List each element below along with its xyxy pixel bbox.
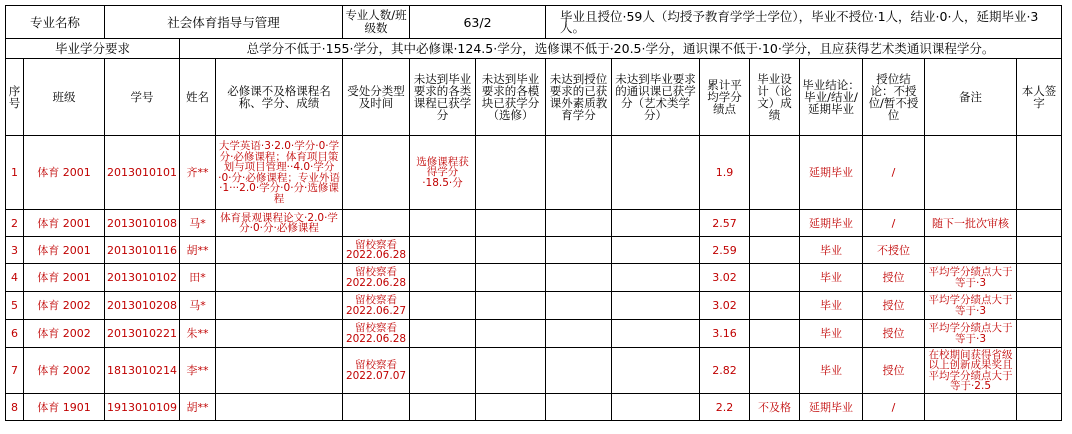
table-row (6, 394, 1062, 421)
cell-signature (1017, 348, 1062, 394)
cell-graduation-conclusion: 延期毕业 (800, 210, 863, 237)
cell-no: 6 (6, 320, 24, 348)
cell-punishment (343, 394, 410, 421)
cell-module-credits (476, 320, 546, 348)
header-class: 班级 (24, 59, 105, 136)
cell-thesis: 不及格 (750, 394, 800, 421)
cell-quality-credits (546, 210, 612, 237)
cell-thesis (750, 237, 800, 264)
cell-note: 平均学分绩点大于等于·3 (925, 264, 1017, 292)
table-row (6, 348, 1062, 394)
cell-course-credits (410, 237, 476, 264)
cell-student-id: 1913010109 (105, 394, 180, 421)
cell-graduation-conclusion: 毕业 (800, 320, 863, 348)
cell-general-credits (612, 237, 700, 264)
cell-student-id: 2013010108 (105, 210, 180, 237)
requirement-row (6, 39, 1062, 59)
cell-note: 随下一批次审核 (925, 210, 1017, 237)
cell-failed-courses (216, 320, 343, 348)
cell-signature (1017, 264, 1062, 292)
cell-module-credits (476, 292, 546, 320)
cell-note (925, 136, 1017, 210)
cell-course-credits (410, 210, 476, 237)
cell-name: 马* (180, 210, 216, 237)
cell-no: 2 (6, 210, 24, 237)
cell-thesis (750, 292, 800, 320)
cell-graduation-conclusion: 毕业 (800, 292, 863, 320)
cell-general-credits (612, 348, 700, 394)
count-label: 专业人数/班级数 (343, 6, 410, 39)
cell-student-id: 2013010101 (105, 136, 180, 210)
cell-class: 体育 2002 (24, 292, 105, 320)
cell-graduation-conclusion: 毕业 (800, 264, 863, 292)
count-value: 63/2 (410, 6, 546, 39)
table-row (6, 264, 1062, 292)
cell-student-id: 2013010102 (105, 264, 180, 292)
cell-module-credits (476, 210, 546, 237)
cell-degree-conclusion: / (863, 210, 925, 237)
table-row (6, 210, 1062, 237)
cell-failed-courses (216, 264, 343, 292)
cell-no: 1 (6, 136, 24, 210)
cell-degree-conclusion: 授位 (863, 292, 925, 320)
cell-thesis (750, 320, 800, 348)
cell-failed-courses (216, 237, 343, 264)
cell-course-credits (410, 292, 476, 320)
cell-no: 8 (6, 394, 24, 421)
cell-graduation-conclusion: 延期毕业 (800, 394, 863, 421)
cell-gpa: 3.02 (700, 292, 750, 320)
cell-degree-conclusion: 授位 (863, 264, 925, 292)
header-gpa: 累计平均学分绩点 (700, 59, 750, 136)
header-signature: 本人签字 (1017, 59, 1062, 136)
cell-signature (1017, 320, 1062, 348)
cell-quality-credits (546, 348, 612, 394)
cell-thesis (750, 210, 800, 237)
header-course-credits: 未达到毕业要求的各类课程已获学分 (410, 59, 476, 136)
cell-note (925, 237, 1017, 264)
cell-quality-credits (546, 320, 612, 348)
header-graduation-conclusion: 毕业结论：毕业/结业/延期毕业 (800, 59, 863, 136)
cell-gpa: 2.82 (700, 348, 750, 394)
cell-class: 体育 2002 (24, 348, 105, 394)
cell-quality-credits (546, 264, 612, 292)
cell-signature (1017, 210, 1062, 237)
cell-degree-conclusion: 授位 (863, 348, 925, 394)
table-row (6, 237, 1062, 264)
major-label: 专业名称 (6, 6, 105, 39)
cell-course-credits (410, 394, 476, 421)
cell-student-id: 2013010116 (105, 237, 180, 264)
graduation-review-table (5, 5, 1062, 421)
cell-signature (1017, 237, 1062, 264)
cell-note (925, 394, 1017, 421)
cell-punishment: 留校察看 2022.06.27 (343, 292, 410, 320)
cell-quality-credits (546, 394, 612, 421)
cell-class: 体育 2001 (24, 210, 105, 237)
cell-name: 朱** (180, 320, 216, 348)
cell-module-credits (476, 348, 546, 394)
header-name: 姓名 (180, 59, 216, 136)
cell-degree-conclusion: 不授位 (863, 237, 925, 264)
cell-name: 胡** (180, 394, 216, 421)
cell-general-credits (612, 292, 700, 320)
header-failed-courses: 必修课不及格课程名称、学分、成绩 (216, 59, 343, 136)
cell-failed-courses (216, 292, 343, 320)
cell-punishment: 留校察看 2022.06.28 (343, 237, 410, 264)
cell-general-credits (612, 394, 700, 421)
cell-class: 体育 2001 (24, 237, 105, 264)
cell-degree-conclusion: / (863, 136, 925, 210)
cell-note: 平均学分绩点大于等于·3 (925, 320, 1017, 348)
header-module-credits: 未达到毕业要求的各模块已获学分（选修） (476, 59, 546, 136)
header-general-credits: 未达到毕业要求的通识课已获学分（艺术类学分） (612, 59, 700, 136)
cell-punishment (343, 210, 410, 237)
cell-class: 体育 2002 (24, 320, 105, 348)
cell-failed-courses (216, 348, 343, 394)
cell-student-id: 2013010208 (105, 292, 180, 320)
cell-general-credits (612, 320, 700, 348)
cell-course-credits (410, 264, 476, 292)
cell-punishment: 留校察看 2022.06.28 (343, 264, 410, 292)
cell-gpa: 3.02 (700, 264, 750, 292)
header-note: 备注 (925, 59, 1017, 136)
info-row (6, 6, 1062, 39)
cell-module-credits (476, 394, 546, 421)
cell-failed-courses (216, 394, 343, 421)
table-row (6, 292, 1062, 320)
cell-name: 李** (180, 348, 216, 394)
header-no: 序号 (6, 59, 24, 136)
cell-failed-courses: 体育景观课程论文·2.0·学分·0·分·必修课程 (216, 210, 343, 237)
cell-module-credits (476, 136, 546, 210)
cell-thesis (750, 264, 800, 292)
cell-gpa: 3.16 (700, 320, 750, 348)
cell-graduation-conclusion: 延期毕业 (800, 136, 863, 210)
cell-graduation-conclusion: 毕业 (800, 237, 863, 264)
table-row (6, 320, 1062, 348)
cell-no: 3 (6, 237, 24, 264)
cell-gpa: 1.9 (700, 136, 750, 210)
cell-quality-credits (546, 136, 612, 210)
cell-class: 体育 2001 (24, 136, 105, 210)
cell-punishment: 留校察看 2022.07.07 (343, 348, 410, 394)
cell-no: 7 (6, 348, 24, 394)
cell-no: 4 (6, 264, 24, 292)
cell-note: 在校期间获得省级以上创新成果奖且平均学分绩点大于等于·2.5 (925, 348, 1017, 394)
header-row (6, 59, 1062, 136)
cell-course-credits (410, 320, 476, 348)
cell-student-id: 1813010214 (105, 348, 180, 394)
cell-signature (1017, 394, 1062, 421)
cell-degree-conclusion: 授位 (863, 320, 925, 348)
major-value: 社会体育指导与管理 (105, 6, 343, 39)
cell-name: 胡** (180, 237, 216, 264)
summary-text: 毕业且授位·59人（均授予教育学学士学位），毕业不授位·1人，结业·0·人，延期毕业·3人。 (546, 6, 1062, 39)
cell-course-credits (410, 348, 476, 394)
requirement-label: 毕业学分要求 (6, 39, 180, 59)
cell-failed-courses: 大学英语·3·2.0·学分·0·学分·必修课程；体育项目策划与项目管理··4.0·学分·0·分·必修课程；专业外语·1···2.0·学分·0·分·选修课程 (216, 136, 343, 210)
cell-punishment (343, 136, 410, 210)
cell-signature (1017, 136, 1062, 210)
cell-module-credits (476, 264, 546, 292)
cell-quality-credits (546, 237, 612, 264)
header-student-id: 学号 (105, 59, 180, 136)
cell-quality-credits (546, 292, 612, 320)
cell-student-id: 2013010221 (105, 320, 180, 348)
table-row (6, 136, 1062, 210)
cell-note: 平均学分绩点大于等于·3 (925, 292, 1017, 320)
cell-name: 马* (180, 292, 216, 320)
requirement-value: 总学分不低于·155·学分，其中必修课·124.5·学分，选修课不低于·20.5·学分，通识课不低于·10·学分，且应获得艺术类通识课程学分。 (180, 39, 1062, 59)
cell-signature (1017, 292, 1062, 320)
header-quality-credits: 未达到授位要求的已获课外素质教育学分 (546, 59, 612, 136)
cell-no: 5 (6, 292, 24, 320)
header-punishment: 受处分类型及时间 (343, 59, 410, 136)
cell-course-credits: 选修课程获得学分·18.5·分 (410, 136, 476, 210)
cell-thesis (750, 136, 800, 210)
cell-general-credits (612, 264, 700, 292)
header-degree-conclusion: 授位结论：不授位/暂不授位 (863, 59, 925, 136)
cell-gpa: 2.2 (700, 394, 750, 421)
header-thesis: 毕业设计（论文）成绩 (750, 59, 800, 136)
cell-thesis (750, 348, 800, 394)
cell-name: 田* (180, 264, 216, 292)
cell-gpa: 2.57 (700, 210, 750, 237)
cell-graduation-conclusion: 毕业 (800, 348, 863, 394)
cell-class: 体育 1901 (24, 394, 105, 421)
cell-gpa: 2.59 (700, 237, 750, 264)
cell-punishment: 留校察看 2022.06.28 (343, 320, 410, 348)
cell-class: 体育 2001 (24, 264, 105, 292)
cell-module-credits (476, 237, 546, 264)
cell-name: 齐** (180, 136, 216, 210)
cell-general-credits (612, 210, 700, 237)
cell-degree-conclusion: / (863, 394, 925, 421)
cell-general-credits (612, 136, 700, 210)
